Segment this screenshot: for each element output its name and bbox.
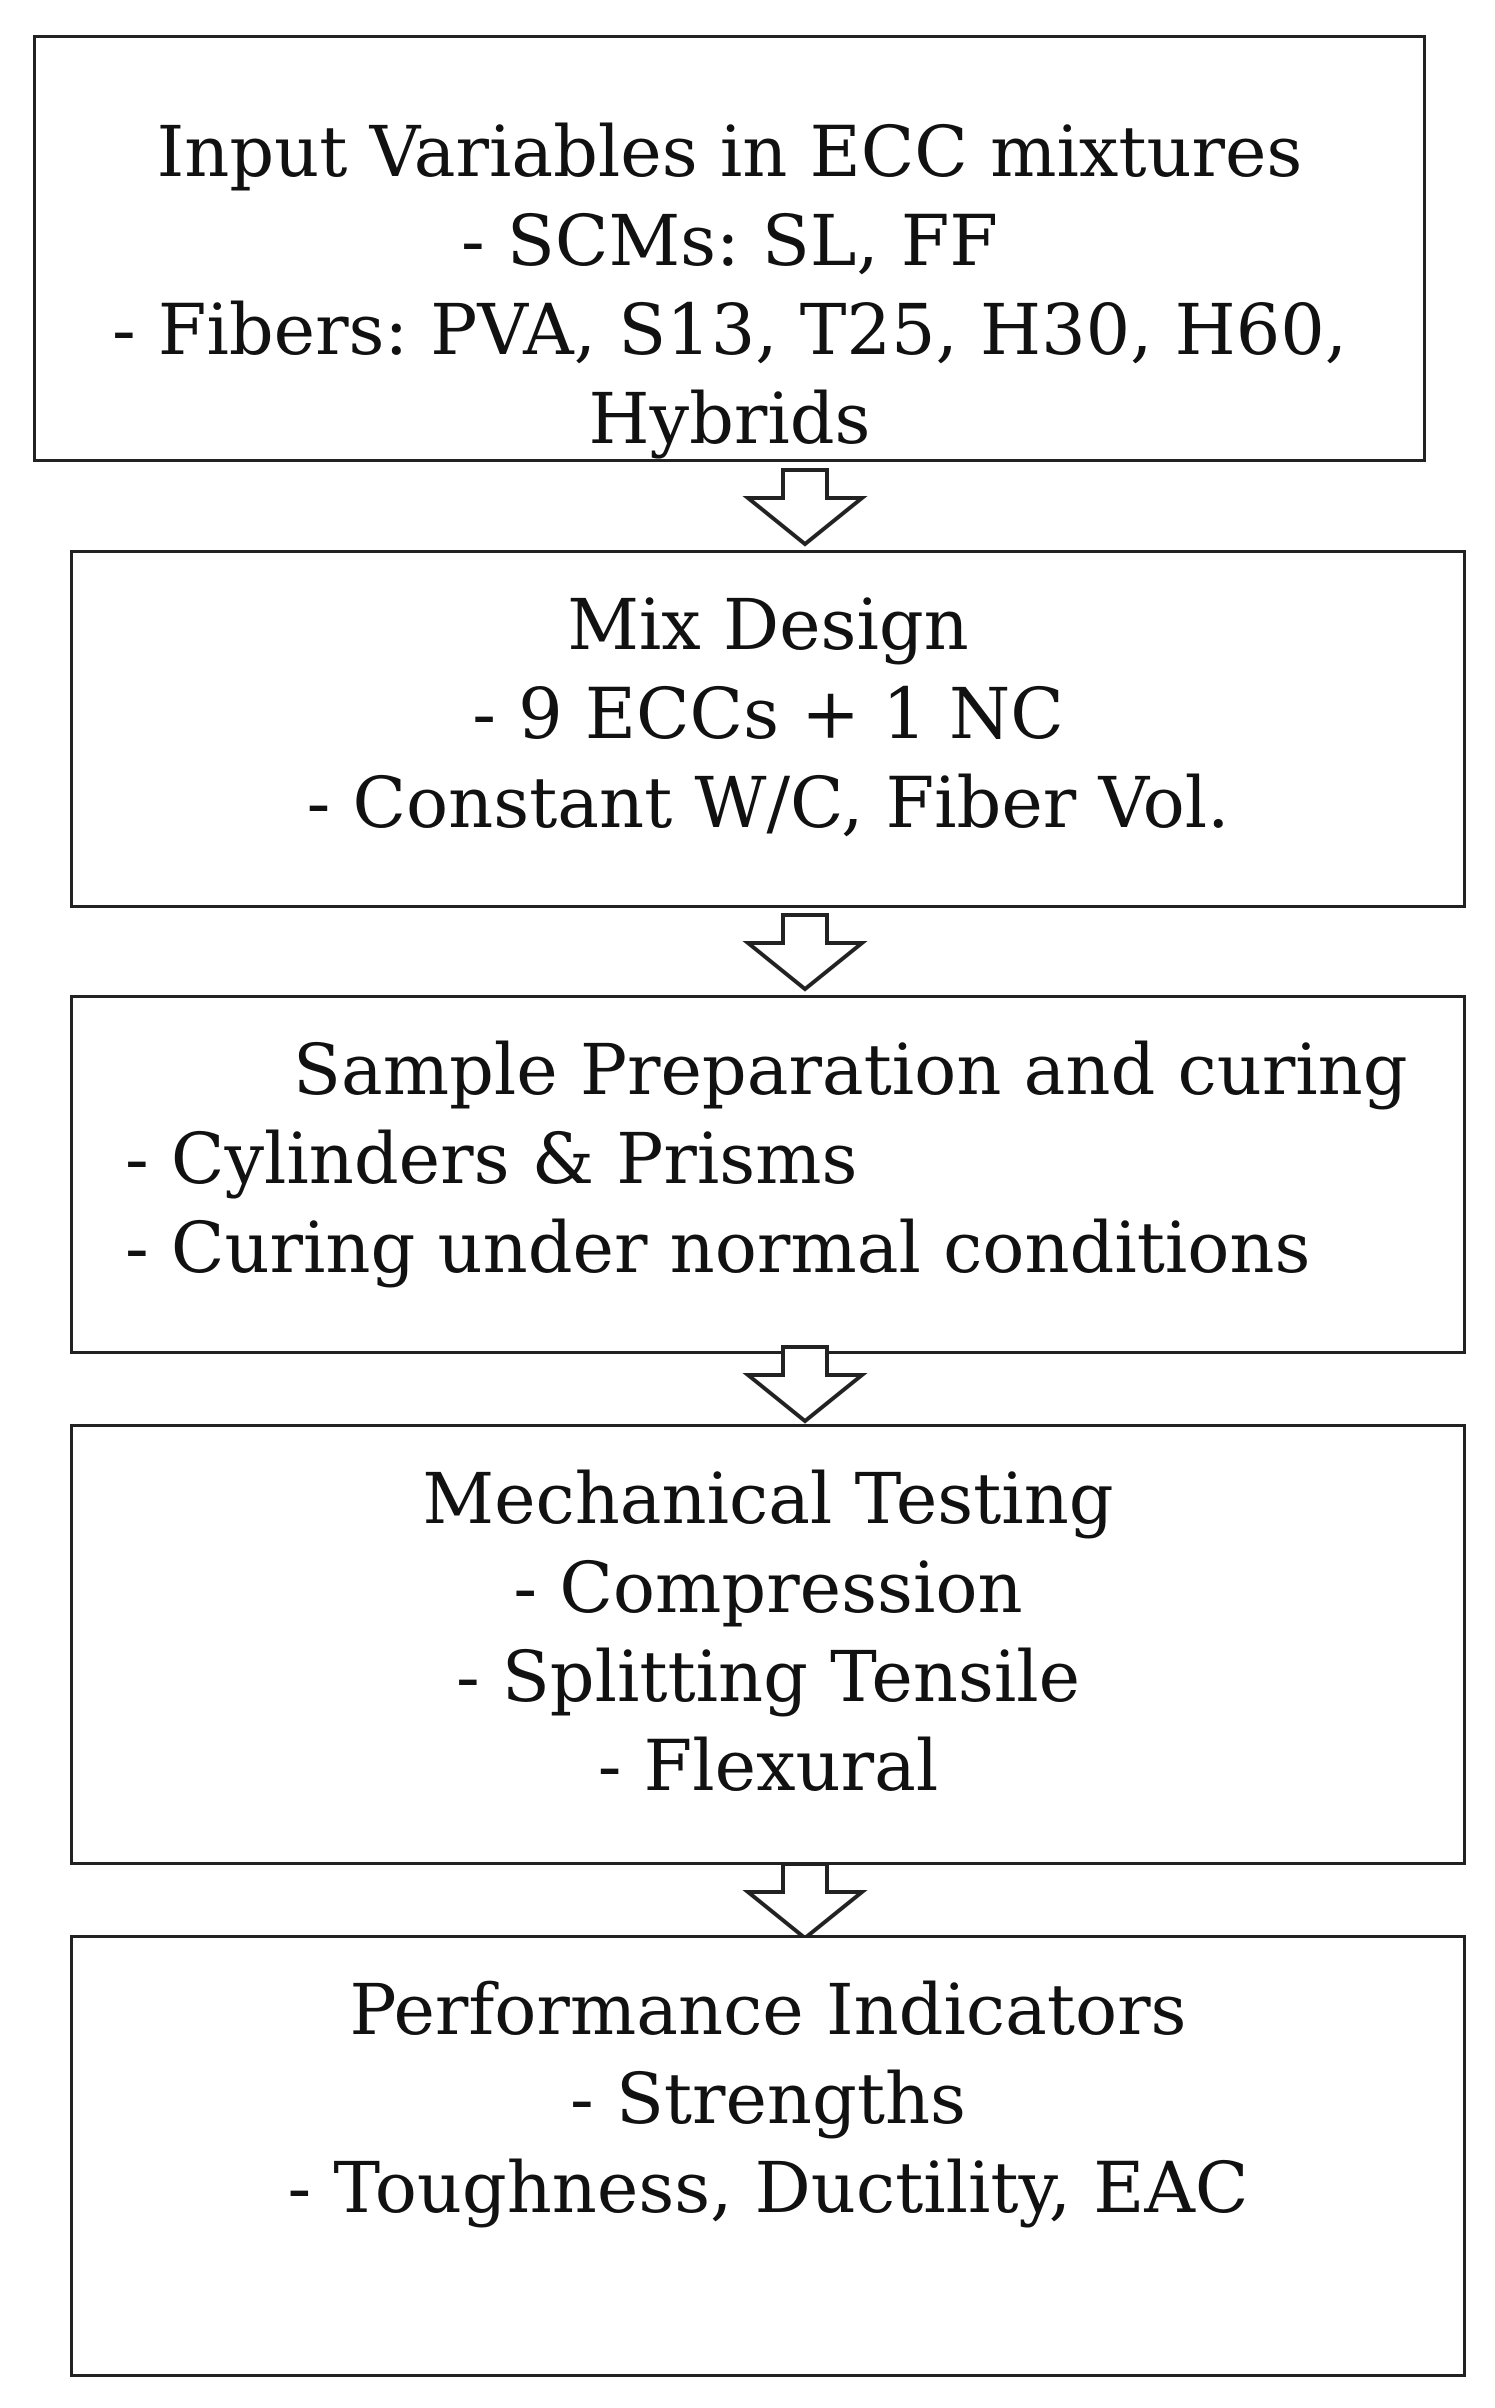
step-box-performance-indicators	[70, 1935, 1466, 2377]
step-item: - 9 ECCs + 1 NC	[472, 673, 1064, 755]
step-box-input-variables	[33, 35, 1426, 462]
step-item: Hybrids	[588, 378, 871, 460]
down-arrow-icon	[740, 1862, 870, 1942]
step-item: - Cylinders & Prisms	[125, 1118, 858, 1200]
step-title: Performance Indicators	[349, 1969, 1187, 2051]
step-item: - Fibers: PVA, S13, T25, H30, H60,	[111, 289, 1348, 371]
step-title: Sample Preparation and curing	[293, 1029, 1408, 1111]
step-item: - Curing under normal conditions	[125, 1207, 1311, 1289]
step-title: Input Variables in ECC mixtures	[156, 111, 1303, 193]
step-box-mechanical-testing	[70, 1424, 1466, 1865]
step-item: - Flexural	[597, 1725, 939, 1807]
step-item: - Toughness, Ductility, EAC	[287, 2147, 1249, 2229]
step-box-mix-design	[70, 550, 1466, 908]
step-item: - Strengths	[570, 2058, 966, 2140]
down-arrow-icon	[740, 468, 870, 548]
step-title: Mix Design	[567, 584, 969, 666]
step-box-sample-preparation	[70, 995, 1466, 1354]
step-item: - SCMs: SL, FF	[461, 200, 998, 282]
down-arrow-icon	[740, 913, 870, 993]
step-item: - Compression	[513, 1547, 1023, 1629]
step-item: - Constant W/C, Fiber Vol.	[306, 762, 1230, 844]
step-item: - Splitting Tensile	[455, 1636, 1081, 1718]
step-title: Mechanical Testing	[422, 1458, 1114, 1540]
down-arrow-icon	[740, 1345, 870, 1425]
